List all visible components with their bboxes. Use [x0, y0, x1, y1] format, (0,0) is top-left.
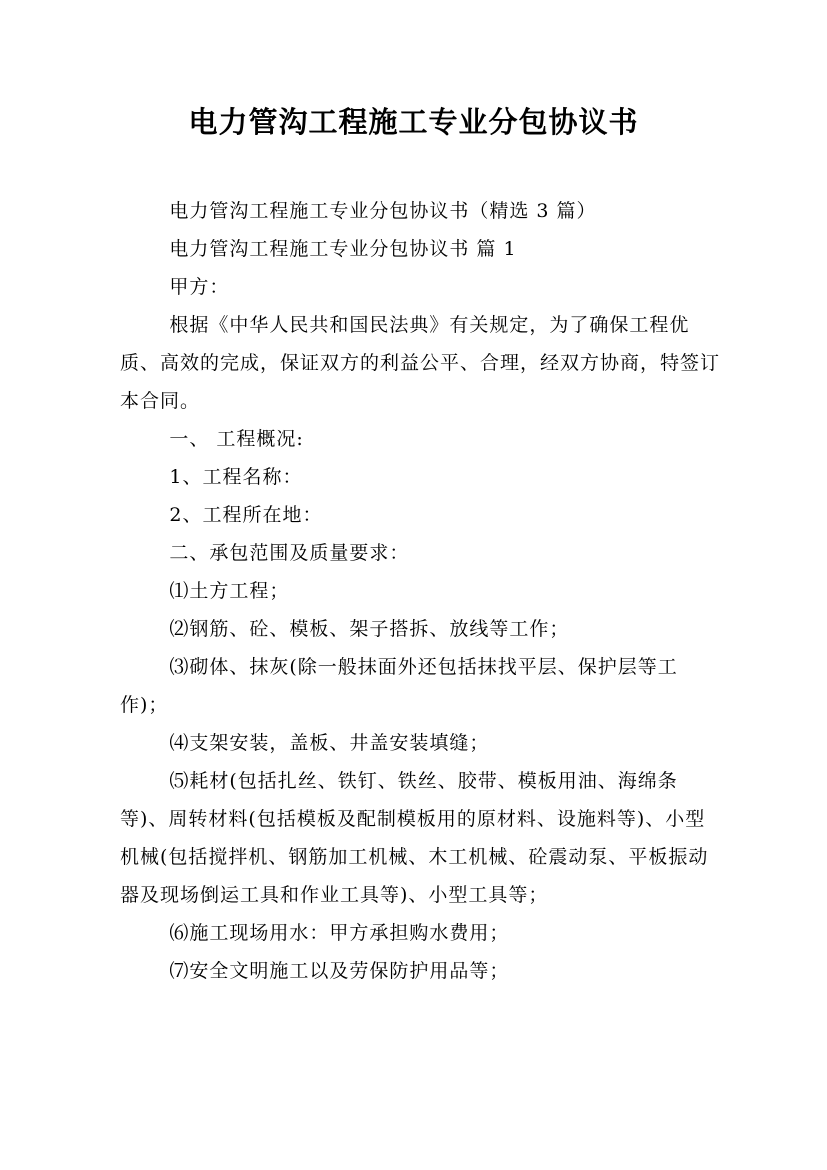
paragraph-scope-item-3: ⑶砌体、抹灰(除一般抹面外还包括抹找平层、保护层等工作)； [120, 656, 678, 716]
paragraph-overview-heading: 一、 工程概况: [169, 428, 304, 450]
paragraph-scope-item-5: ⑸耗材(包括扎丝、铁钉、铁丝、胶带、模板用油、海绵条等)、周转材料(包括模板及配制模板用的原材料、设施料等)、小型机械(包括搅拌机、钢筋加工机械、木工机械、砼震动泵、平板振动器及现场倒运工具和作业工具等)、小型工具等； [120, 770, 709, 906]
paragraph-scope-item-7: ⑺安全文明施工以及劳保防护用品等； [169, 960, 510, 982]
paragraph-project-name: 1、工程名称： [169, 466, 303, 488]
paragraph-party-a: 甲方： [169, 276, 230, 298]
paragraph-scope-item-6: ⑹施工现场用水：甲方承担购水费用； [169, 922, 510, 944]
paragraph-scope-item-2: ⑵钢筋、砼、模板、架子搭拆、放线等工作； [169, 618, 570, 640]
paragraph-scope-heading: 二、承包范围及质量要求： [169, 542, 410, 564]
paragraph-section-heading: 电力管沟工程施工专业分包协议书 篇 1 [169, 238, 517, 260]
document-title: 电力管沟工程施工专业分包协议书 [188, 105, 639, 139]
paragraph-preamble: 根据《中华人民共和国民法典》有关规定，为了确保工程优质、高效的完成，保证双方的利益公平、合理，经双方协商，特签订本合同。 [120, 314, 721, 412]
paragraph-scope-item-1: ⑴土方工程； [169, 580, 290, 602]
paragraph-project-location: 2、工程所在地： [169, 504, 323, 526]
paragraph-subtitle: 电力管沟工程施工专业分包协议书（精选 3 篇） [169, 200, 597, 222]
document-body [120, 192, 720, 990]
paragraph-scope-item-4: ⑷支架安装，盖板、井盖安装填缝； [169, 732, 490, 754]
